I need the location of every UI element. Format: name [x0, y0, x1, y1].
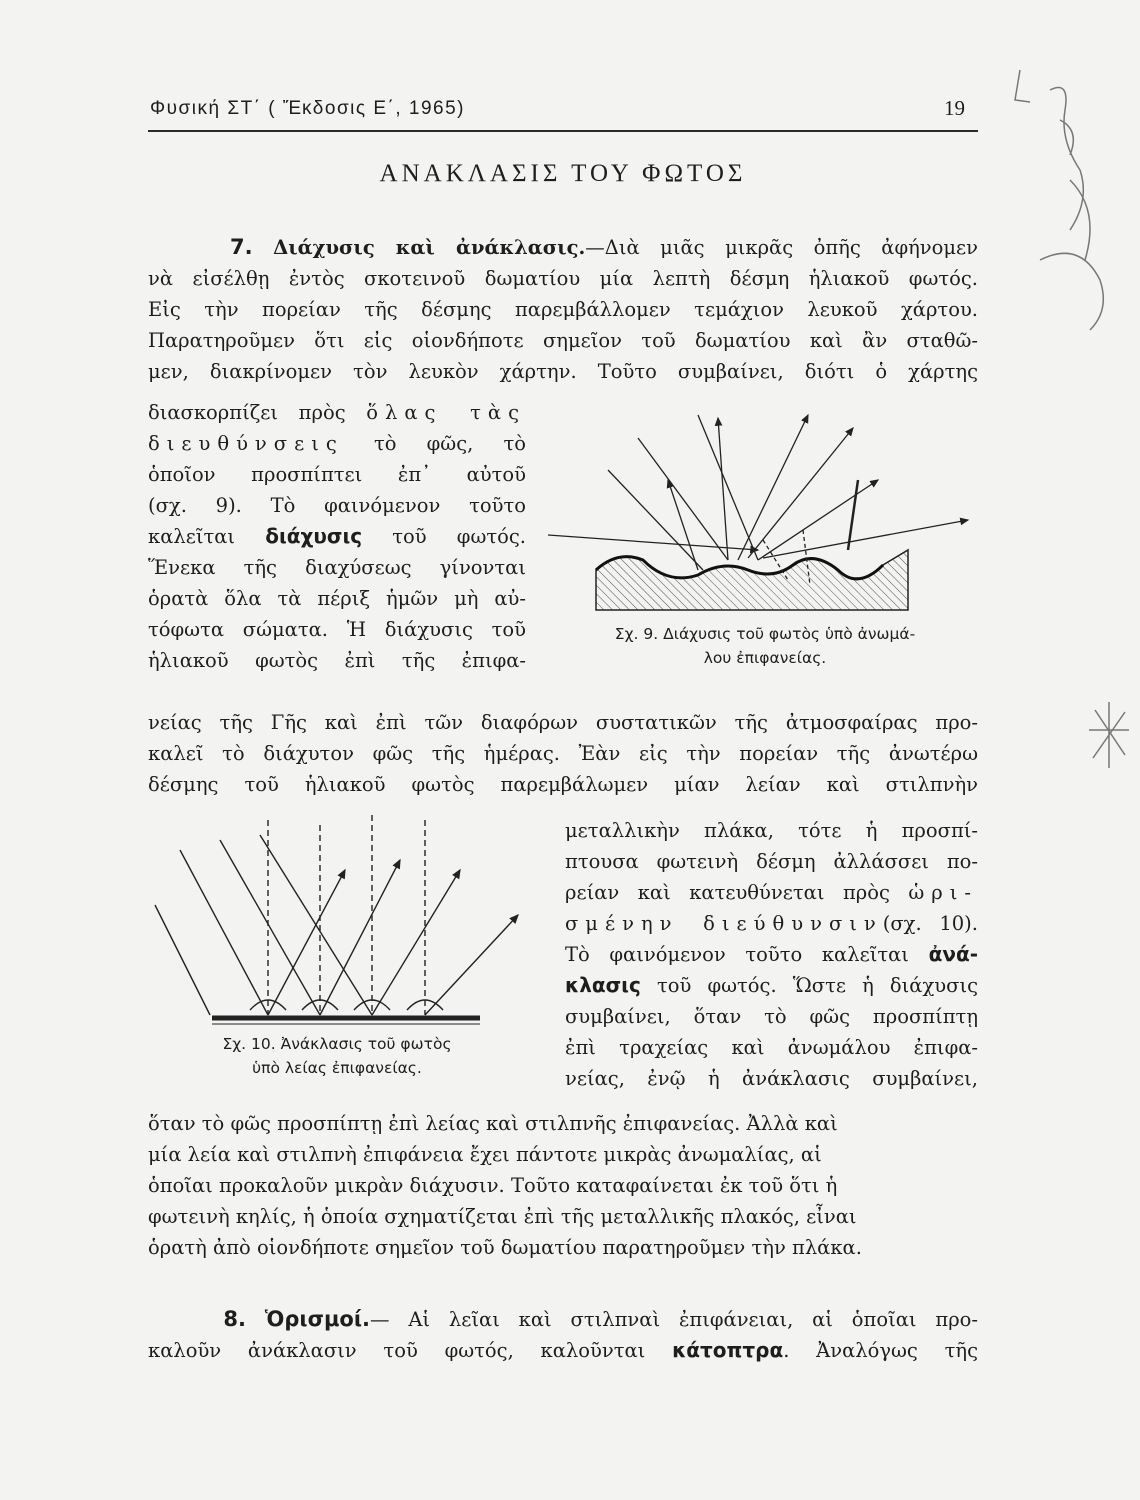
term-mirrors: κάτοπτρα: [672, 1338, 784, 1362]
term-diffusion: διάχυσις: [265, 524, 363, 548]
text-line: καλεῖ τὸ διάχυτον φῶς τῆς ἡμέρας. Ἐὰν εἰς τὴν πορείαν τῆς ἀνωτέρω: [148, 742, 978, 765]
intro-line: νὰ εἰσέλθῃ ἐντὸς σκοτεινοῦ δωματίου μία λεπτὴ δέσμη ἡλιακοῦ φωτός.: [148, 267, 978, 290]
figure-9-caption: [545, 622, 985, 670]
incident-ray: [155, 905, 210, 1015]
intro-line: Εἰς τὴν πορείαν τῆς δέσμης παρεμβάλλομεν τεμάχιον λευκοῦ χάρτου.: [148, 298, 978, 321]
figure-9-diffuse-reflection: [548, 410, 976, 620]
text-line: κλασις τοῦ φωτός. Ὥστε ἡ διάχυσις: [565, 973, 979, 997]
text-line: Ἕνεκα τῆς διαχύσεως γίνονται: [148, 556, 526, 579]
text-line: ὅταν τὸ φῶς προσπίπτῃ ἐπὶ λείας καὶ στιλπνῆς ἐπιφανείας. Ἀλλὰ καὶ: [148, 1112, 838, 1135]
caption-line: Σχ. 9. Διάχυσις τοῦ φωτὸς ὑπὸ ἀνωμά-: [614, 625, 916, 643]
intro-line: Παρατηροῦμεν ὅτι εἰς οἱονδήποτε σημεῖον τοῦ δωματίου καὶ ἂν σταθῶ-: [148, 329, 978, 352]
reflected-ray: [268, 870, 345, 1015]
reflection-closing: [148, 1108, 978, 1263]
text-line: πτουσα φωτεινὴ δέσμη ἀλλάσσει πο-: [565, 850, 978, 873]
text-line: δέσμης τοῦ ἡλιακοῦ φωτὸς παρεμβάλωμεν μίαν λείαν καὶ στιλπνὴν: [148, 773, 978, 796]
text-line: ἐπὶ τραχείας καὶ ἀνωμάλου ἐπιφα-: [565, 1036, 978, 1059]
reflected-ray: [718, 418, 728, 560]
reflected-ray: [738, 415, 808, 560]
header-rule: [148, 130, 978, 132]
reflected-ray: [425, 915, 518, 1015]
caption-line: λου ἐπιφανείας.: [703, 649, 827, 667]
text-line: μία λεία καὶ στιλπνὴ ἐπιφάνεια ἔχει πάντοτε μικρὰς ἀνωμαλίας, αἱ: [148, 1143, 822, 1166]
diffusion-continuation: [148, 707, 978, 800]
section-number: 7.: [230, 235, 253, 259]
running-header-title: Φυσική ΣΤ΄ ( Ἔκδοσις Ε΄, 1965): [150, 98, 465, 119]
text-line: ὁρατὰ ὅλα τὰ πέριξ ἡμῶν μὴ αὐ-: [148, 587, 526, 610]
text-line: (σχ. 9). Τὸ φαινόμενον τοῦτο: [148, 494, 526, 517]
chapter-title: ΑΝΑΚΛΑΣΙΣ ΤΟΥ ΦΩΤΟΣ: [379, 160, 747, 187]
term-reflection-cont: κλασις: [565, 973, 641, 997]
section-8: [148, 1304, 978, 1366]
page-number: 19: [944, 96, 965, 120]
text-line: διασκορπίζει πρὸς ὅλας τὰς: [148, 401, 526, 424]
text-line: καλοῦν ἀνάκλασιν τοῦ φωτός, καλοῦνται κάτοπτρα. Ἀναλόγως τῆς: [148, 1338, 978, 1362]
text-line: συμβαίνει, ὅταν τὸ φῶς προσπίπτῃ: [565, 1005, 978, 1028]
term-reflection: ἀνά-: [928, 942, 979, 966]
section-heading: Ὁρισμοί.: [264, 1307, 371, 1331]
caption-line: ὑπὸ λείας ἐπιφανείας.: [252, 1059, 422, 1077]
text-line: καλεῖται διάχυσις τοῦ φωτός.: [148, 524, 526, 548]
text-line: φωτεινὴ κηλίς, ἡ ὁποία σχηματίζεται ἐπὶ τῆς μεταλλικῆς πλακός, εἶναι: [148, 1205, 857, 1228]
reflected-ray: [668, 480, 698, 570]
intro-line: μεν, διακρίνομεν τὸν λευκὸν χάρτην. Τοῦτο συμβαίνει, διότι ὁ χάρτης: [148, 360, 978, 383]
text-line: νείας, ἐνῷ ἡ ἀνάκλασις συμβαίνει,: [565, 1067, 978, 1090]
section-heading: Διάχυσις καὶ ἀνάκλασις.: [273, 236, 586, 259]
text-line: ἡλιακοῦ φωτὸς ἐπὶ τῆς ἐπιφα-: [148, 649, 526, 672]
text-line: νείας τῆς Γῆς καὶ ἐπὶ τῶν διαφόρων συστατικῶν τῆς ἀτμοσφαίρας προ-: [148, 711, 978, 734]
incident-ray: [180, 850, 268, 1015]
intro-line: 7. Διάχυσις καὶ ἀνάκλασις.—Διὰ μιᾶς μικρᾶς ὀπῆς ἀφήνομεν: [230, 235, 979, 259]
reflection-paragraph: [565, 815, 978, 1094]
text-line: ὁποῖον προσπίπτει ἐπ᾿ αὐτοῦ: [148, 463, 526, 486]
reflected-ray: [748, 428, 853, 558]
text-line: 8. Ὁρισμοί.— Αἱ λεῖαι καὶ στιλπναὶ ἐπιφάνειαι, αἱ ὁποῖαι προ-: [223, 1307, 978, 1331]
figure-10-specular-reflection: [150, 810, 550, 1032]
reflected-ray: [320, 860, 400, 1015]
pencil-star-mark: [1085, 700, 1133, 770]
section-number: 8.: [223, 1307, 246, 1331]
section-7-intro: [148, 232, 978, 387]
text-line: ὁποῖαι προκαλοῦν μικρὰν διάχυσιν. Τοῦτο καταφαίνεται ἐκ τοῦ ὅτι ἡ: [148, 1174, 838, 1197]
text-line: διευθύνσεις τὸ φῶς, τὸ: [148, 432, 526, 455]
caption-line: Σχ. 10. Ἀνάκλασις τοῦ φωτὸς: [222, 1035, 452, 1053]
text-line: ρείαν καὶ κατευθύνεται πρὸς ὡρι-: [565, 881, 979, 904]
text-line: τόφωτα σώματα. Ἡ διάχυσις τοῦ: [148, 618, 526, 641]
text-line: Τὸ φαινόμενον τοῦτο καλεῖται ἀνά-: [565, 942, 979, 966]
incident-ray: [608, 470, 703, 570]
figure-10-caption: [182, 1032, 492, 1080]
pencil-scribble: [1010, 60, 1130, 340]
text-line: σμένην διεύθυνσιν(σχ. 10).: [565, 912, 978, 935]
reflected-ray: [763, 520, 968, 558]
reflected-ray: [372, 870, 460, 1015]
text-line: ὁρατὴ ἀπὸ οἱονδήποτε σημεῖον τοῦ δωματίου παρατηροῦμεν τὴν πλάκα.: [148, 1236, 862, 1259]
diffusion-paragraph: [148, 397, 526, 676]
text-line: μεταλλικὴν πλάκα, τότε ἡ προσπί-: [565, 819, 978, 842]
incident-ray: [220, 840, 320, 1015]
